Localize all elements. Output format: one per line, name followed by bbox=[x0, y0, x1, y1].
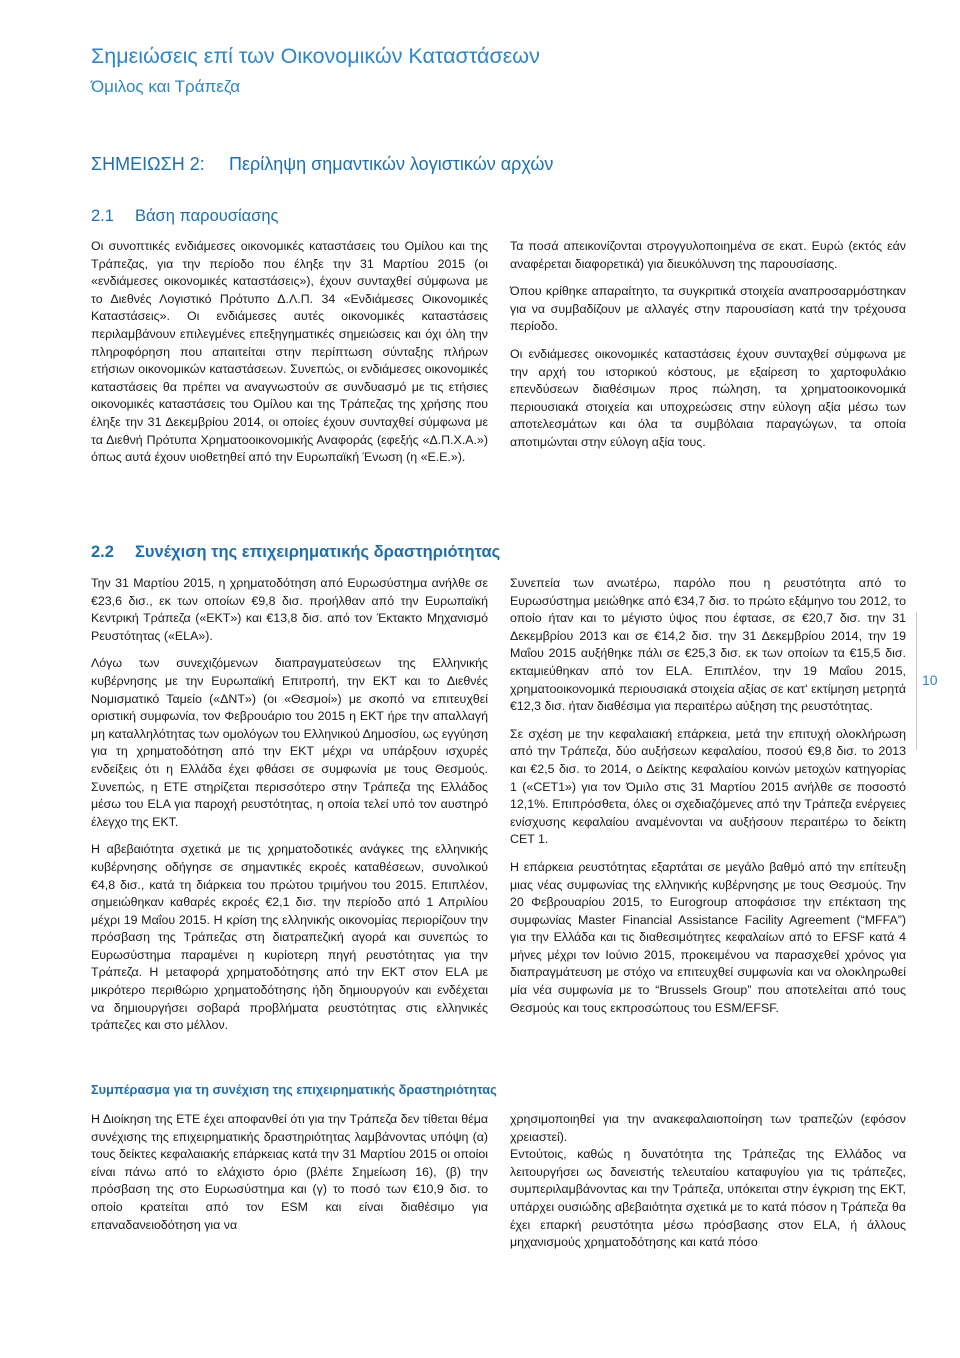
section-2-1-title: Βάση παρουσίασης bbox=[135, 207, 279, 225]
note-heading bbox=[91, 154, 553, 175]
conclusion-left-column bbox=[91, 1111, 488, 1234]
paragraph: Σε σχέση με την κεφαλαιακή επάρκεια, μετά την επιτυχή ολοκλήρωση από την Τράπεζα, δύο αυξήσεων κεφαλαίου, ποσού €9,8 δισ. το 2013 και €2,5 δισ. το 2014, ο Δείκτης κεφαλαίου κοινών μετοχών κατηγορίας 1 («CET1») για τον Όμιλο στις 31 Μαρτίου 2015 ανήλθε σε ποσοστό 12,1%. Επιπρόσθετα, όλες οι σχεδιαζόμενες από την Τράπεζα ενέργειες ενίσχυσης κεφαλαίου αναμένονται να αυξήσουν περαιτέρω το δείκτη CET 1. bbox=[510, 726, 906, 847]
document-title: Σημειώσεις επί των Οικονομικών Καταστάσεων bbox=[91, 44, 540, 68]
section-2-1-left-column bbox=[91, 238, 488, 467]
paragraph: Η επάρκεια ρευστότητας εξαρτάται σε μεγάλο βαθμό από την επίτευξη μιας νέας συμφωνίας της ελληνικής κυβέρνησης με τους Θεσμούς. Την 20 Φεβρουαρίου 2015, το Eurogroup αποφάσισε την επέκταση της συμφωνίας Master Financial Assistance Facility Agreement (“MFFA”) για την Ελλάδα και τις διαθεσιμότητες κεφαλαίων από το EFSF κατά 4 μήνες μέχρι τον Ιούνιο 2015, προκειμένου να παρασχεθεί χρόνος για διαπραγμάτευση με στόχο να επιτευχθεί συμφωνία και να ολοκληρωθεί μία νέα συμφωνία με το “Brussels Group” που αποτελείται από τους Θεσμούς και τους εκπροσώπους του ESM/EFSF. bbox=[510, 859, 906, 1015]
paragraph: χρησιμοποιηθεί για την ανακεφαλαιοποίηση των τραπεζών (εφόσον χρειαστεί). bbox=[510, 1112, 906, 1144]
paragraph: Οι ενδιάμεσες οικονομικές καταστάσεις έχουν συνταχθεί σύμφωνα με την αρχή του ιστορικού κόστους, με εξαίρεση το χαρτοφυλάκιο επενδύσεων διαθέσιμων προς πώληση, τα χρηματοοικονομικά περιουσιακά στοιχεία και υποχρεώσεις στην εύλογη αξία μέσω των αποτελεσμάτων και όλα τα συμβόλαια παραγώγων, τα οποία αποτιμώνται στην εύλογη αξία τους. bbox=[510, 346, 906, 449]
paragraph: Η Διοίκηση της ΕΤΕ έχει αποφανθεί ότι για την Τράπεζα δεν τίθεται θέμα συνέχισης της επιχειρηματικής δραστηριότητας λαμβάνοντας υπόψη (α) τους δείκτες κεφαλαιακής επάρκειας κατά την 31 Μαρτίου 2015 οι οποίοι είναι πάνω από το ελάχιστο όριο (βλέπε Σημείωση 16), (β) την πρόσβαση της στο Ευρωσύστημα και (γ) το ποσό των €10,9 δισ. το οποίο κρατείται από τον ESM και είναι διαθέσιμο για επαναδανειοδότηση για να bbox=[91, 1112, 488, 1232]
paragraph: Συνεπεία των ανωτέρω, παρόλο που η ρευστότητα από το Ευρωσύστημα μειώθηκε από €34,7 δισ. το πρώτο εξάμηνο του 2012, το οποίο ήταν και το μέγιστο ύψος που έφτασε, σε €20,7 δισ. την 31 Δεκεμβρίου 2013 και σε €14,2 δισ. την 31 Δεκεμβρίου 2014, την 19 Μαΐου 2015 αυξήθηκε πάλι σε €25,3 δισ. εκ των οποίων τα €15,5 δισ. εκταμιεύθηκαν από τον ELA. Επιπλέον, την 19 Μαΐου 2015, χρηματοοικονομικά περιουσιακά στοιχεία αξίας σε κατ' εκτίμηση μετρητά €12,3 δισ. ήταν διαθέσιμα για περαιτέρω αύξηση της ρευστότητας. bbox=[510, 576, 906, 714]
section-2-1-heading bbox=[91, 207, 278, 226]
section-2-2-left-column bbox=[91, 575, 488, 1035]
note-number: ΣΗΜΕΙΩΣΗ 2: bbox=[91, 154, 205, 174]
section-2-1-right-column bbox=[510, 238, 906, 452]
paragraph: Όπου κρίθηκε απαραίτητο, τα συγκριτικά στοιχεία αναπροσαρμόστηκαν για να συμβαδίζουν με αλλαγές στην παρουσίαση κατά την τρέχουσα περίοδο. bbox=[510, 284, 906, 334]
paragraph: Η αβεβαιότητα σχετικά με τις χρηματοδοτικές ανάγκες της ελληνικής κυβέρνησης οδήγησε σε σημαντικές εκροές καταθέσεων, συνολικού €4,8 δισ., κατά τη διάρκεια του πρώτου τριμήνου του 2015. Επιπλέον, σημειώθηκαν καθαρές εκροές €2,1 δισ. την περίοδο από 1 Απριλίου μέχρι 19 Μαΐου 2015. Η κρίση της ελληνικής οικονομίας περιορίζουν την πρόσβαση της Τράπεζας στη διατραπεζική αγορά και συνεπώς το Ευρωσύστημα παραμένει η κυρίοτερη πηγή ρευστότητας για την Τράπεζα. Η μεταφορά χρηματοδότησης από την ΕΚΤ στον ELA με μικρότερο περιθώριο χρηματοδότησης ήδη δημιουργούν και ενδέχεται να δημιουργήσει σοβαρά προβλήματα ρευστότητας στις ελληνικές τράπεζες και στο μέλλον. bbox=[91, 842, 488, 1033]
note-title: Περίληψη σημαντικών λογιστικών αρχών bbox=[229, 154, 554, 174]
section-2-2-number: 2.2 bbox=[91, 543, 114, 561]
paragraph: Τα ποσά απεικονίζονται στρογγυλοποιημένα σε εκατ. Ευρώ (εκτός εάν αναφέρεται διαφορετικά) για διευκόλυνση της παρουσίασης. bbox=[510, 239, 906, 271]
paragraph: Εντούτοις, καθώς η δυνατότητα της Τράπεζας της Ελλάδος να λειτουργήσει ως δανειστής τελευταίου καταφυγίου για τις τράπεζες, συμπεριλαμβάνοντας και την Τράπεζα, υπόκειται στην έγκριση της ΕΚΤ, υπάρχει ουσιώδης αβεβαιότητα σχετικά με το κατά πόσον η Τράπεζα θα έχει επαρκή ρευστότητα μέσω πρόσβασης στον ELA, ή άλλους μηχανισμούς χρηματοδότησης και κατά πόσο bbox=[510, 1147, 906, 1250]
paragraph: Την 31 Μαρτίου 2015, η χρηματοδότηση από Ευρωσύστημα ανήλθε σε €23,6 δισ., εκ των οποίων €9,8 δισ. προήλθαν από την Ευρωπαϊκή Κεντρική Τράπεζα («ΕΚΤ») και €13,8 δισ. από τον Έκτακτο Μηχανισμό Ρευστότητας («ELA»). bbox=[91, 576, 488, 643]
section-2-2-title: Συνέχιση της επιχειρηματικής δραστηριότητας bbox=[135, 543, 501, 561]
conclusion-right-column bbox=[510, 1111, 906, 1252]
paragraph: Λόγω των συνεχιζόμενων διαπραγματεύσεων της Ελληνικής κυβέρνησης με την Ευρωπαϊκή Επιτροπή, την ΕΚΤ και το Διεθνές Νομισματικό Ταμείο («ΔΝΤ») (οι «Θεσμοί») με σκοπό να επιτευχθεί οριστική συμφωνία, τον Φεβρουάριο του 2015 η ΕΚΤ ήρε την απαλλαγή μη καταλληλότητας των ομολόγων του Ελληνικού Δημοσίου, ως εγγύηση για τη χρηματοδότηση από την ΕΚΤ μέχρι να υπάρξουν ισχυρές ενδείξεις ότι η Ελλάδα έχει φθάσει σε συμφωνία με τους Θεσμούς. Συνεπώς, η ΕΤΕ στηρίζεται περισσότερο στην Τράπεζα της Ελλάδος μέσω του ELA για παροχή ρευστότητας, η οποία τελεί υπό τον αυστηρό έλεγχο της ΕΚΤ. bbox=[91, 656, 488, 829]
conclusion-heading: Συμπέρασμα για τη συνέχιση της επιχειρηματικής δραστηριότητας bbox=[91, 1082, 497, 1097]
section-2-2-right-column bbox=[510, 575, 906, 1017]
section-2-2-heading bbox=[91, 543, 500, 562]
paragraph: Οι συνοπτικές ενδιάμεσες οικονομικές καταστάσεις του Ομίλου και της Τράπεζας, για την περίοδο που έληξε την 31 Μαρτίου 2015 (οι «ενδιάμεσες οικονομικές καταστάσεις»), έχουν συνταχθεί σύμφωνα με το Διεθνές Λογιστικό Πρότυπο Δ.Λ.Π. 34 «Ενδιάμεσες Οικονομικές Καταστάσεις». Οι ενδιάμεσες αυτές οικονομικές καταστάσεις περιλαμβάνουν επιλεγμένες επεξηγηματικές σημειώσεις και όχι όλη την πληροφόρηση που απαιτείται στην περίπτωση σύνταξης πλήρων ετήσιων οικονομικών καταστάσεων. Συνεπώς, οι ενδιάμεσες οικονομικές καταστάσεις θα πρέπει να αναγνωστούν σε συνδυασμό με τις ετήσιες οικονομικές καταστάσεις του Ομίλου και της Τράπεζας της χρήσης που έληξε την 31 Δεκεμβρίου 2014, οι οποίες έχουν συνταχθεί σύμφωνα με τα Διεθνή Πρότυπα Χρηματοοικονομικής Αναφοράς (εφεξής «Δ.Π.Χ.Α.») όπως αυτά έχουν υιοθετηθεί από την Ευρωπαϊκή Ένωση (η «Ε.Ε.»). bbox=[91, 239, 488, 465]
section-2-1-number: 2.1 bbox=[91, 207, 114, 225]
document-subtitle: Όμιλος και Τράπεζα bbox=[91, 77, 241, 96]
page-number: 10 bbox=[922, 672, 938, 688]
